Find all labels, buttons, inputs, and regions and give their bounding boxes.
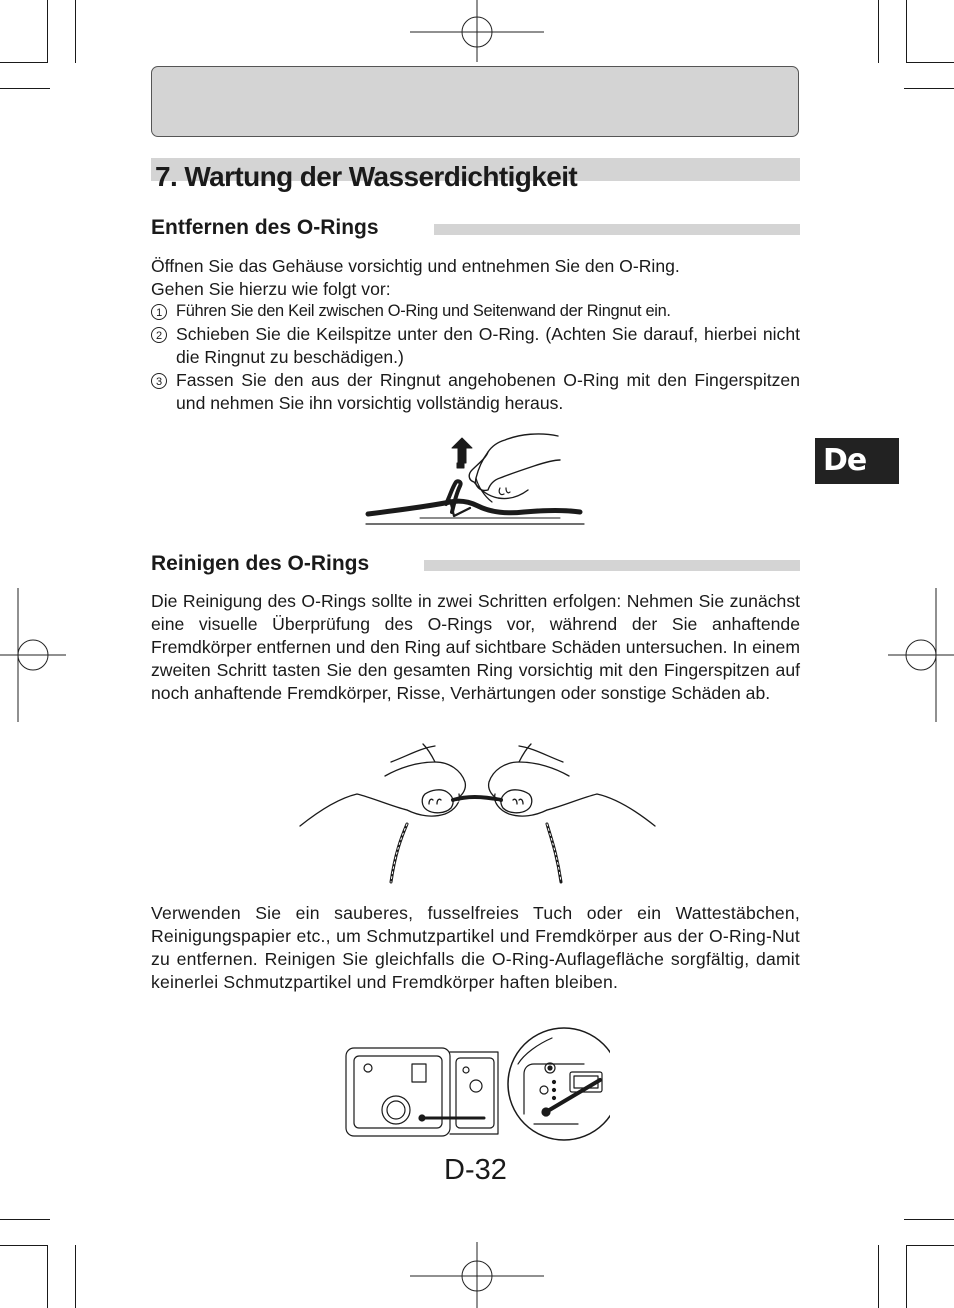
section-title-remove: Entfernen des O-Rings <box>151 216 379 239</box>
section-title-bar-clean <box>424 560 800 571</box>
o-ring-inspection-illustration <box>295 738 660 886</box>
step-number-2: 2 <box>151 327 167 343</box>
header-banner <box>151 66 799 137</box>
section-title-clean: Reinigen des O-Rings <box>151 552 370 575</box>
housing-cleaning-illustration <box>338 1024 610 1144</box>
remove-steps-list <box>151 300 800 415</box>
step-text-2: Schieben Sie die Keilspitze unter den O-Ring. (Achten Sie darauf, hierbei nicht die Ringnut zu beschädigen.) <box>176 324 800 367</box>
step-text-1: Führen Sie den Keil zwischen O-Ring und Seitenwand der Ringnut ein. <box>176 302 671 320</box>
page-number: D-32 <box>444 1154 507 1186</box>
clean-paragraph-1: Die Reinigung des O-Rings sollte in zwei Schritten erfolgen: Nehmen Sie zunächst eine visuelle Überprüfung des O-Rings vor, während der Sie anhaftende Fremdkörper entfernen und den Ring auf sichtbare Schäden untersuchen. In einem zweiten Schritt tasten Sie den gesamten Ring vorsichtig mit den Fingerspitzen auf noch anhaftende Fremdkörper, Risse, Verhärtungen oder sonstige Schäden ab. <box>151 591 800 703</box>
clean-paragraph-2: Verwenden Sie ein sauberes, fusselfreies Tuch oder ein Wattestäbchen, Reinigungspapier etc., um Schmutzpartikel und Fremdkörper aus der O-Ring-Nut zu entfernen. Reinigen Sie gleichfalls die O-Ring-Auflagefläche sorgfältig, damit keinerlei Schmutzpartikel und Fremdkörper haften bleiben. <box>151 903 800 992</box>
step-number-1: 1 <box>151 304 167 320</box>
remove-intro-line1: Öffnen Sie das Gehäuse vorsichtig und entnehmen Sie den O-Ring. <box>151 256 680 276</box>
chapter-title: 7. Wartung der Wasserdichtigkeit <box>155 161 578 192</box>
o-ring-removal-illustration <box>360 430 590 528</box>
step-item <box>151 300 800 323</box>
registration-mark-bottom <box>410 1242 544 1308</box>
registration-mark-top <box>410 0 544 70</box>
step-item <box>151 323 800 369</box>
step-item <box>151 369 800 415</box>
registration-mark-right <box>888 588 954 722</box>
remove-intro <box>151 255 800 301</box>
step-number-3: 3 <box>151 373 167 389</box>
section-title-bar-remove <box>434 224 800 235</box>
registration-mark-left <box>0 588 66 722</box>
step-text-3: Fassen Sie den aus der Ringnut angehobenen O-Ring mit den Fingerspitzen und nehmen Sie ihn vorsichtig vollständig heraus. <box>176 370 800 413</box>
remove-intro-line2: Gehen Sie hierzu wie folgt vor: <box>151 279 391 299</box>
language-tab: De <box>815 438 899 484</box>
